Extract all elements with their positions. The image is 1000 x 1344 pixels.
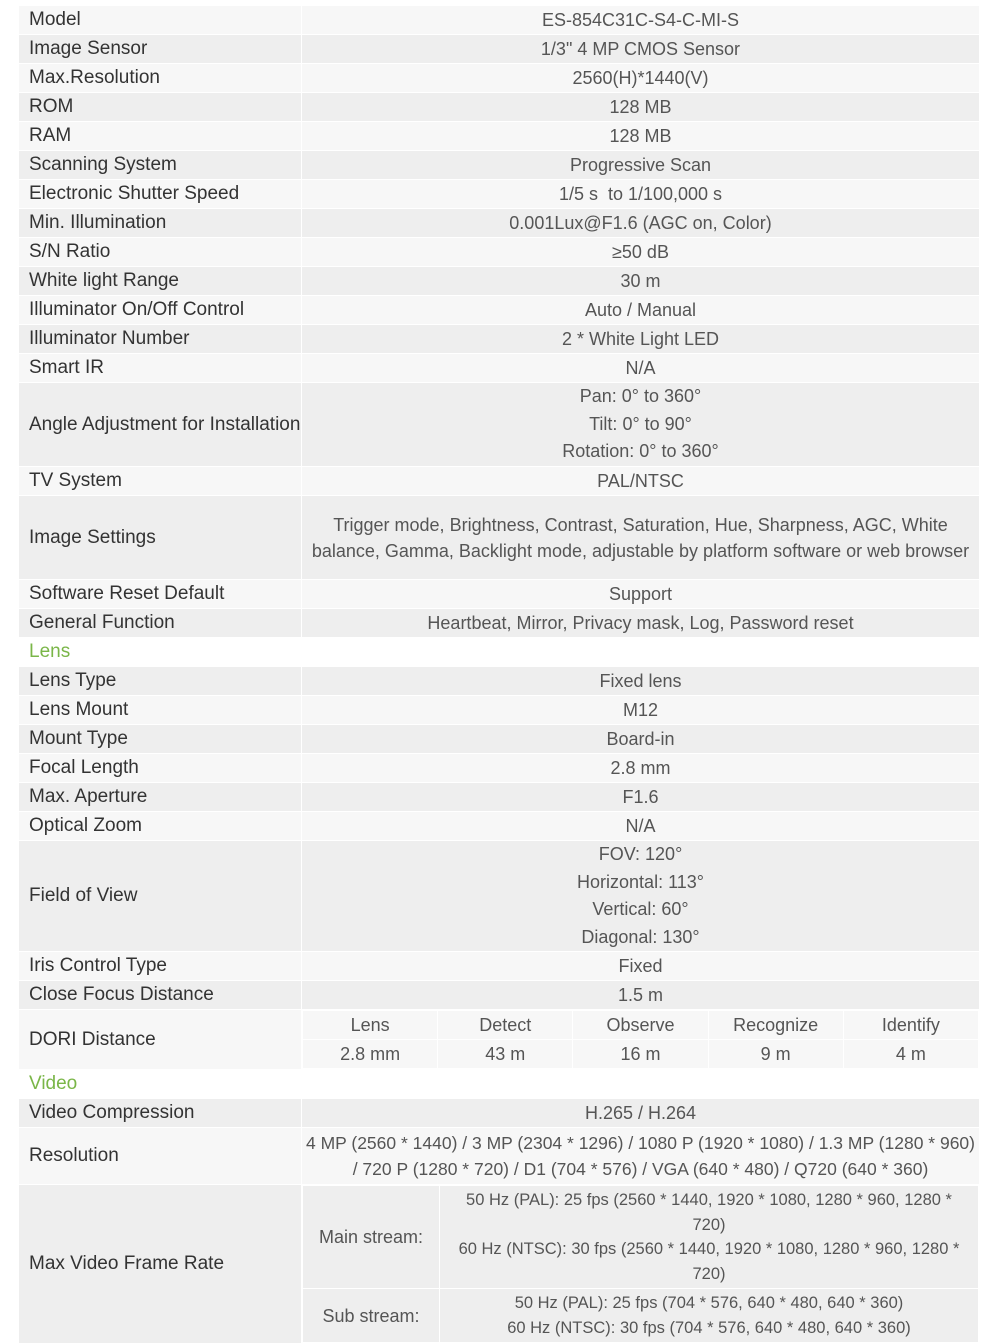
sub-stream-row: [303, 1289, 979, 1343]
spec-label: Illuminator Number: [19, 325, 302, 354]
main-stream-line: 60 Hz (NTSC): 30 fps (2560 * 1440, 1920 * 1080, 1280 * 960, 1280 * 720): [458, 1240, 960, 1283]
spec-value: ES-854C31C-S4-C-MI-S: [302, 6, 980, 35]
spec-row-lens-mount: [19, 696, 980, 725]
dori-table: [302, 1010, 979, 1069]
spec-label: Model: [19, 6, 302, 35]
spec-value: 2.8 mm: [302, 754, 980, 783]
spec-label: TV System: [19, 467, 302, 496]
spec-label: Resolution: [19, 1128, 302, 1185]
spec-row-shutter-speed: [19, 180, 980, 209]
spec-row-sn-ratio: [19, 238, 980, 267]
spec-value: [302, 841, 980, 952]
spec-label: Smart IR: [19, 354, 302, 383]
spec-value: 128 MB: [302, 122, 980, 151]
spec-row-white-light-range: [19, 267, 980, 296]
frame-rate-table: [302, 1185, 979, 1343]
spec-label: Mount Type: [19, 725, 302, 754]
spec-value-line: FOV: 120°: [598, 844, 683, 864]
spec-value: [302, 383, 980, 467]
dori-header-row: [303, 1011, 979, 1040]
spec-label: Image Sensor: [19, 35, 302, 64]
section-title: Video: [19, 1070, 980, 1099]
spec-row-max-resolution: [19, 64, 980, 93]
sub-stream-line: 50 Hz (PAL): 25 fps (704 * 576, 640 * 480, 640 * 360): [514, 1294, 904, 1312]
spec-value: Heartbeat, Mirror, Privacy mask, Log, Password reset: [302, 609, 980, 638]
spec-label: Field of View: [19, 841, 302, 952]
spec-label: Video Compression: [19, 1099, 302, 1128]
spec-value: Fixed: [302, 952, 980, 981]
spec-row-angle-adjustment: [19, 383, 980, 467]
spec-row-scanning-system: [19, 151, 980, 180]
dori-header: Observe: [573, 1011, 708, 1040]
spec-label: Illuminator On/Off Control: [19, 296, 302, 325]
spec-label: Electronic Shutter Speed: [19, 180, 302, 209]
spec-label: Max. Aperture: [19, 783, 302, 812]
dori-value: 9 m: [708, 1040, 843, 1069]
main-stream-line: 50 Hz (PAL): 25 fps (2560 * 1440, 1920 * 1080, 1280 * 960, 1280 * 720): [466, 1191, 952, 1234]
spec-value: Auto / Manual: [302, 296, 980, 325]
spec-row-lens-type: [19, 667, 980, 696]
spec-row-smart-ir: [19, 354, 980, 383]
spec-label: Optical Zoom: [19, 812, 302, 841]
spec-label: Image Settings: [19, 496, 302, 580]
spec-label: Max Video Frame Rate: [19, 1185, 302, 1344]
spec-value: H.265 / H.264: [302, 1099, 980, 1128]
spec-row-focal-length: [19, 754, 980, 783]
spec-value: N/A: [302, 812, 980, 841]
spec-label: Lens Type: [19, 667, 302, 696]
dori-header: Identify: [843, 1011, 978, 1040]
spec-row-model: [19, 6, 980, 35]
spec-row-video-compression: [19, 1099, 980, 1128]
spec-value-line: Vertical: 60°: [592, 899, 689, 919]
spec-row-field-of-view: [19, 841, 980, 952]
spec-row-image-sensor: [19, 35, 980, 64]
spec-label: RAM: [19, 122, 302, 151]
spec-row-image-settings: [19, 496, 980, 580]
spec-value-line: Tilt: 0° to 90°: [589, 413, 692, 434]
dori-value: 2.8 mm: [303, 1040, 438, 1069]
spec-value: 4 MP (2560 * 1440) / 3 MP (2304 * 1296) / 1080 P (1920 * 1080) / 1.3 MP (1280 * 960) / 720 P (1280 * 720) / D1 (704 * 576) / VGA (640 * 480) / Q720 (640 * 360): [302, 1128, 980, 1185]
spec-value: 2560(H)*1440(V): [302, 64, 980, 93]
spec-value: M12: [302, 696, 980, 725]
spec-value: 128 MB: [302, 93, 980, 122]
sub-stream-line: 60 Hz (NTSC): 30 fps (704 * 576, 640 * 480, 640 * 360): [507, 1318, 911, 1337]
spec-label: DORI Distance: [19, 1010, 302, 1070]
spec-row-tv-system: [19, 467, 980, 496]
spec-row-software-reset: [19, 580, 980, 609]
spec-value: ≥50 dB: [302, 238, 980, 267]
spec-label: Focal Length: [19, 754, 302, 783]
spec-row-general-function: [19, 609, 980, 638]
spec-row-mount-type: [19, 725, 980, 754]
frame-rate-cell: [302, 1185, 980, 1344]
spec-value-line: Diagonal: 130°: [581, 926, 700, 947]
dori-value: 4 m: [843, 1040, 978, 1069]
spec-value: 1/3" 4 MP CMOS Sensor: [302, 35, 980, 64]
spec-row-iris-control: [19, 952, 980, 981]
spec-row-illuminator-number: [19, 325, 980, 354]
dori-header: Detect: [438, 1011, 573, 1040]
sub-stream-values: [440, 1289, 979, 1343]
spec-row-ram: [19, 122, 980, 151]
section-header-video: [19, 1070, 980, 1099]
main-stream-label: Main stream:: [303, 1186, 440, 1289]
spec-label: Scanning System: [19, 151, 302, 180]
spec-value: 1/5 s to 1/100,000 s: [302, 180, 980, 209]
spec-label: Angle Adjustment for Installation: [19, 383, 302, 467]
dori-value: 43 m: [438, 1040, 573, 1069]
dori-value: 16 m: [573, 1040, 708, 1069]
spec-sheet: [18, 5, 980, 1344]
spec-value: F1.6: [302, 783, 980, 812]
spec-value: Support: [302, 580, 980, 609]
spec-label: Close Focus Distance: [19, 981, 302, 1010]
spec-label: Iris Control Type: [19, 952, 302, 981]
spec-row-optical-zoom: [19, 812, 980, 841]
spec-value: Trigger mode, Brightness, Contrast, Saturation, Hue, Sharpness, AGC, White balance, Gamma, Backlight mode, adjustable by platform software or web browser: [302, 496, 980, 580]
main-stream-values: [440, 1186, 979, 1289]
spec-row-dori-distance: [19, 1010, 980, 1070]
spec-row-close-focus: [19, 981, 980, 1010]
spec-value: Progressive Scan: [302, 151, 980, 180]
spec-label: Min. Illumination: [19, 209, 302, 238]
spec-row-rom: [19, 93, 980, 122]
main-stream-row: [303, 1186, 979, 1289]
spec-row-resolution: [19, 1128, 980, 1185]
spec-value: 0.001Lux@F1.6 (AGC on, Color): [302, 209, 980, 238]
spec-label: Lens Mount: [19, 696, 302, 725]
spec-value: PAL/NTSC: [302, 467, 980, 496]
spec-label: S/N Ratio: [19, 238, 302, 267]
section-header-lens: [19, 638, 980, 667]
spec-label: General Function: [19, 609, 302, 638]
spec-value: Board-in: [302, 725, 980, 754]
sub-stream-label: Sub stream:: [303, 1289, 440, 1343]
spec-value-line: Rotation: 0° to 360°: [562, 441, 719, 462]
spec-label: Software Reset Default: [19, 580, 302, 609]
section-title: Lens: [19, 638, 980, 667]
spec-value: 1.5 m: [302, 981, 980, 1010]
dori-value-row: [303, 1040, 979, 1069]
spec-value: N/A: [302, 354, 980, 383]
spec-table: [18, 5, 980, 1344]
spec-row-max-frame-rate: [19, 1185, 980, 1344]
spec-value: 2 * White Light LED: [302, 325, 980, 354]
spec-value: 30 m: [302, 267, 980, 296]
spec-value-line: Pan: 0° to 360°: [579, 386, 702, 407]
spec-row-max-aperture: [19, 783, 980, 812]
spec-row-illuminator-control: [19, 296, 980, 325]
dori-table-cell: [302, 1010, 980, 1070]
dori-header: Recognize: [708, 1011, 843, 1040]
spec-label: Max.Resolution: [19, 64, 302, 93]
spec-value-line: Horizontal: 113°: [577, 871, 704, 892]
dori-header: Lens: [303, 1011, 438, 1040]
spec-row-min-illumination: [19, 209, 980, 238]
spec-value: Fixed lens: [302, 667, 980, 696]
spec-label: White light Range: [19, 267, 302, 296]
spec-label: ROM: [19, 93, 302, 122]
